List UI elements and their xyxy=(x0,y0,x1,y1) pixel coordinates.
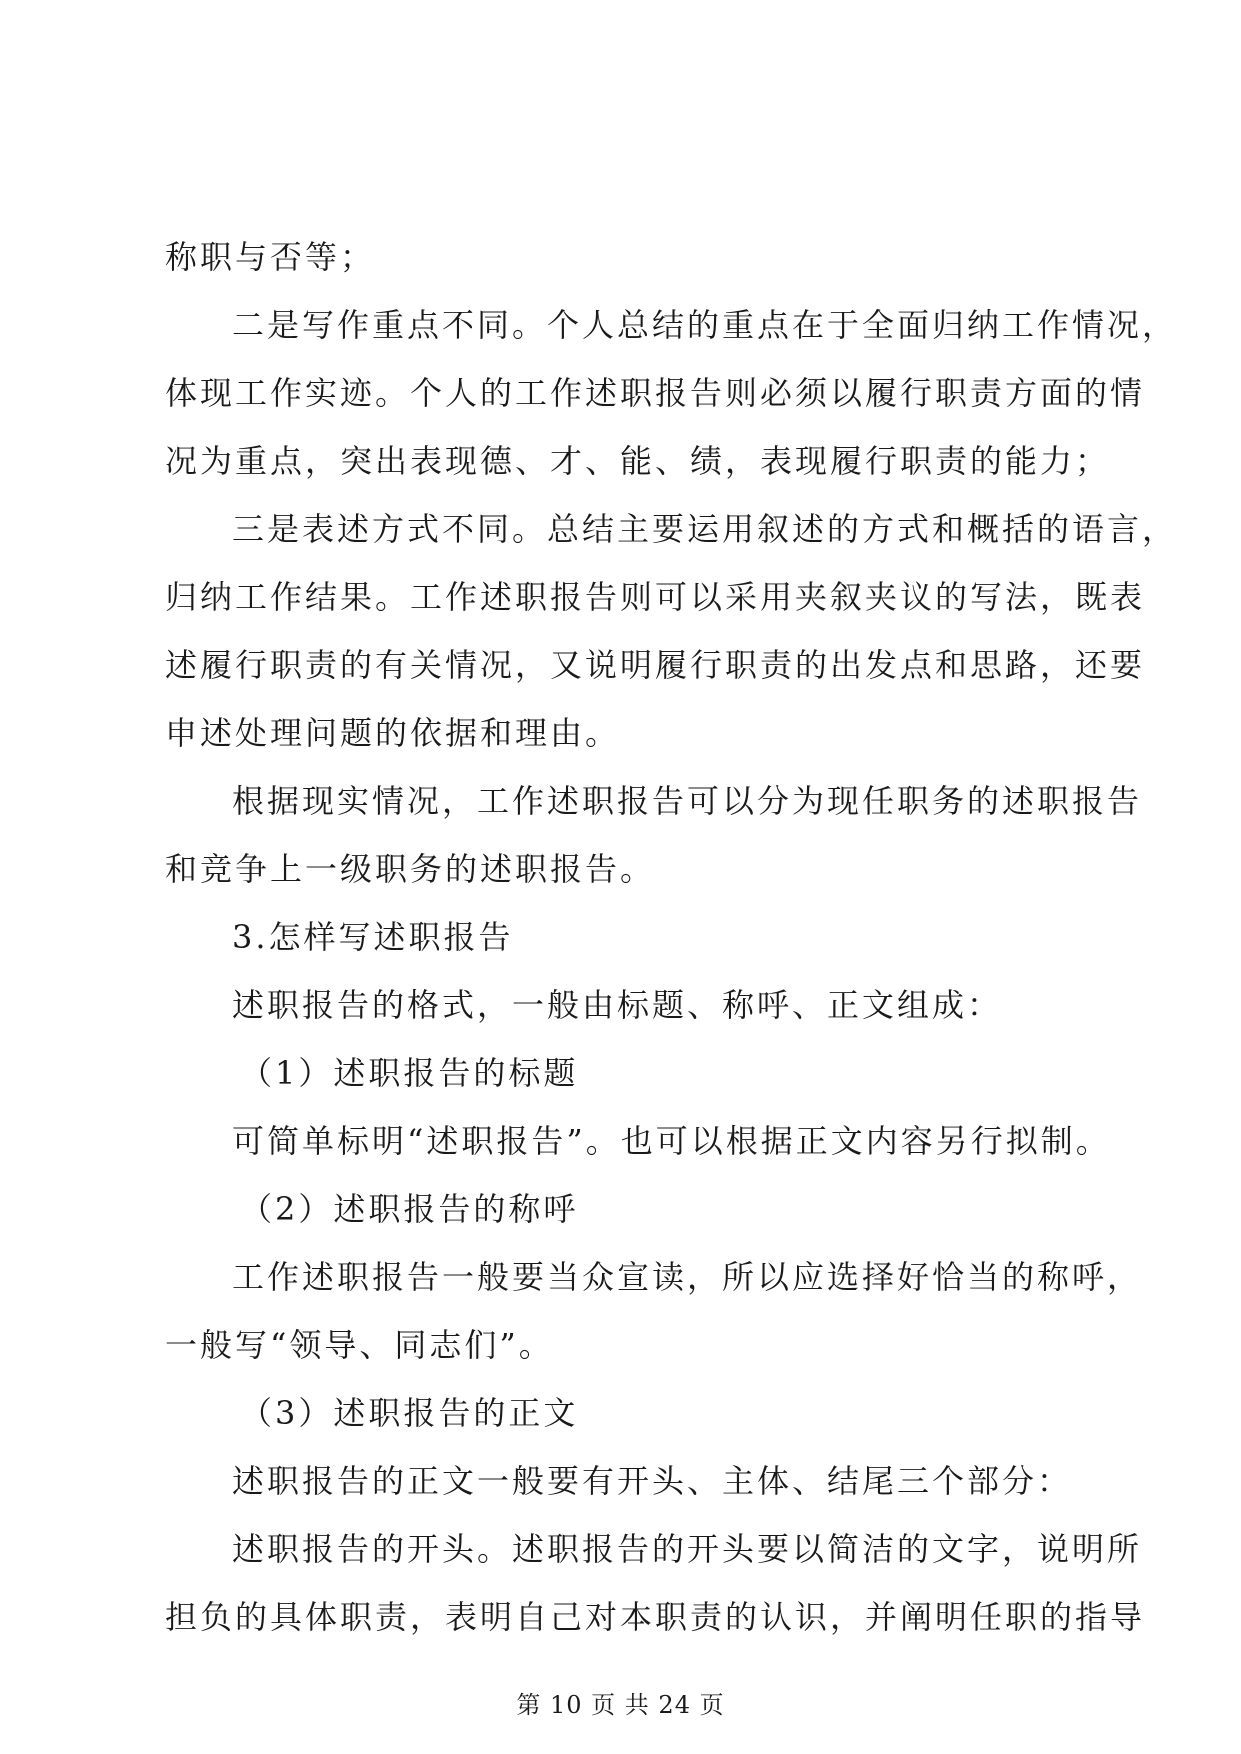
paragraph-first-line: 述职报告的正文一般要有开头、主体、结尾三个部分： xyxy=(232,1462,1073,1500)
body-text-line: 归纳工作结果。工作述职报告则可以采用夹叙夹议的写法，既表 xyxy=(165,578,1146,616)
subsection-heading: （3）述职报告的正文 xyxy=(240,1394,579,1432)
body-text-line: 申述处理问题的依据和理由。 xyxy=(165,714,621,752)
page-footer: 第 10 页 共 24 页 xyxy=(516,1691,725,1719)
paragraph-first-line: 二是写作重点不同。个人总结的重点在于全面归纳工作情况， xyxy=(232,306,1178,344)
body-text-line: 述履行职责的有关情况，又说明履行职责的出发点和思路，还要 xyxy=(165,646,1146,684)
section-heading: 3.怎样写述职报告 xyxy=(232,918,514,956)
paragraph-first-line: 可简单标明“述职报告”。也可以根据正文内容另行拟制。 xyxy=(232,1122,1111,1160)
paragraph-first-line: 三是表述方式不同。总结主要运用叙述的方式和概括的语言， xyxy=(232,510,1178,548)
paragraph-first-line: 述职报告的格式，一般由标题、称呼、正文组成： xyxy=(232,986,1003,1024)
body-text-line: 和竞争上一级职务的述职报告。 xyxy=(165,850,656,888)
paragraph-first-line: 述职报告的开头。述职报告的开头要以简洁的文字，说明所 xyxy=(232,1530,1143,1568)
subsection-heading: （2）述职报告的称呼 xyxy=(240,1190,579,1228)
paragraph-first-line: 根据现实情况，工作述职报告可以分为现任职务的述职报告 xyxy=(232,782,1143,820)
body-text-line: 体现工作实迹。个人的工作述职报告则必须以履行职责方面的情 xyxy=(165,374,1146,412)
body-text-line: 称职与否等； xyxy=(165,238,376,276)
body-text-line: 况为重点，突出表现德、才、能、绩，表现履行职责的能力； xyxy=(165,442,1111,480)
body-text-line: 一般写“领导、同志们”。 xyxy=(165,1326,554,1364)
paragraph-first-line: 工作述职报告一般要当众宣读，所以应选择好恰当的称呼， xyxy=(232,1258,1143,1296)
subsection-heading: （1）述职报告的标题 xyxy=(240,1054,579,1092)
body-text-line: 担负的具体职责，表明自己对本职责的认识，并阐明任职的指导 xyxy=(165,1598,1146,1636)
